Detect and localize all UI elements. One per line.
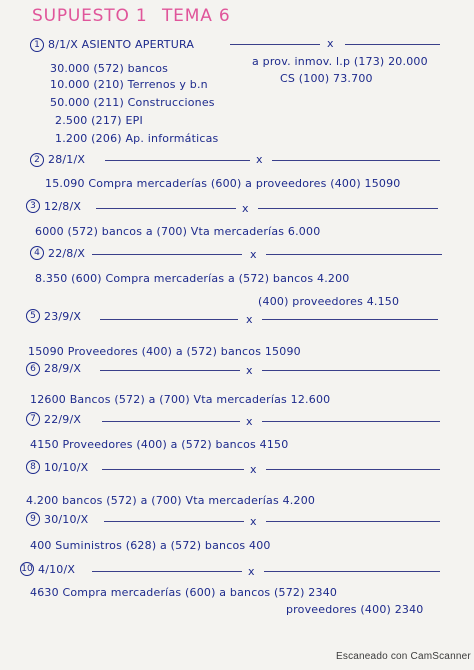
credit-line: CS (100) 73.700 xyxy=(280,72,373,85)
scanner-watermark: Escaneado con CamScanner xyxy=(336,651,471,662)
separator-line xyxy=(105,160,250,161)
entry-number-9: 9 xyxy=(26,512,40,526)
credit-line: a prov. inmov. l.p (173) 20.000 xyxy=(252,55,428,68)
separator-x: x xyxy=(246,415,253,428)
entry-number-8: 8 xyxy=(26,460,40,474)
separator-line xyxy=(104,521,244,522)
separator-line xyxy=(266,521,440,522)
separator-line xyxy=(262,421,440,422)
separator-x: x xyxy=(327,37,334,50)
separator-x: x xyxy=(250,463,257,476)
entry-number-1: 1 xyxy=(30,38,44,52)
entry-date-5: 23/9/X xyxy=(44,310,82,323)
entry-line: 400 Suministros (628) a (572) bancos 400 xyxy=(30,539,271,552)
entry-line: proveedores (400) 2340 xyxy=(286,603,424,616)
entry-line: 12600 Bancos (572) a (700) Vta mercaderías 12.600 xyxy=(30,393,331,406)
entry-date-4: 22/8/X xyxy=(48,247,86,260)
separator-x: x xyxy=(248,565,255,578)
separator-line xyxy=(266,254,442,255)
separator-line xyxy=(100,319,238,320)
title-supuesto: SUPUESTO 1 xyxy=(32,6,148,26)
separator-line xyxy=(345,44,440,45)
entry-line: 4.200 bancos (572) a (700) Vta mercaderías 4.200 xyxy=(26,494,316,507)
debit-line: 10.000 (210) Terrenos y b.n xyxy=(50,78,208,91)
title-tema: TEMA 6 xyxy=(162,6,231,26)
entry-line: 15.090 Compra mercaderías (600) a proveedores (400) 15090 xyxy=(45,177,401,190)
entry-line: 4150 Proveedores (400) a (572) bancos 4150 xyxy=(30,438,289,451)
entry-number-4: 4 xyxy=(30,246,44,260)
entry-line: 6000 (572) bancos a (700) Vta mercaderías 6.000 xyxy=(35,225,321,238)
entry-line: 15090 Proveedores (400) a (572) bancos 15090 xyxy=(28,345,301,358)
separator-line xyxy=(272,160,440,161)
entry-date-2: 28/1/X xyxy=(48,153,86,166)
separator-line xyxy=(264,571,440,572)
separator-line xyxy=(262,370,440,371)
entry-date-1: 8/1/X ASIENTO APERTURA xyxy=(48,38,195,51)
entry-number-6: 6 xyxy=(26,362,40,376)
entry-number-7: 7 xyxy=(26,412,40,426)
separator-line xyxy=(100,370,240,371)
debit-line: 30.000 (572) bancos xyxy=(50,62,169,75)
separator-line xyxy=(102,469,244,470)
entry-number-5: 5 xyxy=(26,309,40,323)
separator-line xyxy=(262,319,438,320)
separator-x: x xyxy=(246,313,253,326)
entry-date-6: 28/9/X xyxy=(44,362,82,375)
entry-date-3: 12/8/X xyxy=(44,200,82,213)
separator-x: x xyxy=(250,248,257,261)
separator-x: x xyxy=(250,515,257,528)
separator-line xyxy=(266,469,440,470)
separator-line xyxy=(102,421,240,422)
entry-number-2: 2 xyxy=(30,153,44,167)
separator-x: x xyxy=(246,364,253,377)
separator-line xyxy=(92,571,242,572)
separator-x: x xyxy=(256,153,263,166)
entry-line: 4630 Compra mercaderías (600) a bancos (572) 2340 xyxy=(30,586,338,599)
entry-date-10: 4/10/X xyxy=(38,563,76,576)
separator-line xyxy=(258,208,438,209)
debit-line: 50.000 (211) Construcciones xyxy=(50,96,215,109)
separator-line xyxy=(96,208,236,209)
separator-line xyxy=(92,254,242,255)
separator-x: x xyxy=(242,202,249,215)
debit-line: 2.500 (217) EPI xyxy=(55,114,143,127)
entry-date-9: 30/10/X xyxy=(44,513,89,526)
entry-line: 8.350 (600) Compra mercaderías a (572) bancos 4.200 xyxy=(35,272,350,285)
entry-line: (400) proveedores 4.150 xyxy=(258,295,400,308)
entry-date-8: 10/10/X xyxy=(44,461,89,474)
debit-line: 1.200 (206) Ap. informáticas xyxy=(55,132,219,145)
entry-date-7: 22/9/X xyxy=(44,413,82,426)
entry-number-10: 10 xyxy=(21,564,33,574)
entry-number-3: 3 xyxy=(26,199,40,213)
separator-line xyxy=(230,44,320,45)
